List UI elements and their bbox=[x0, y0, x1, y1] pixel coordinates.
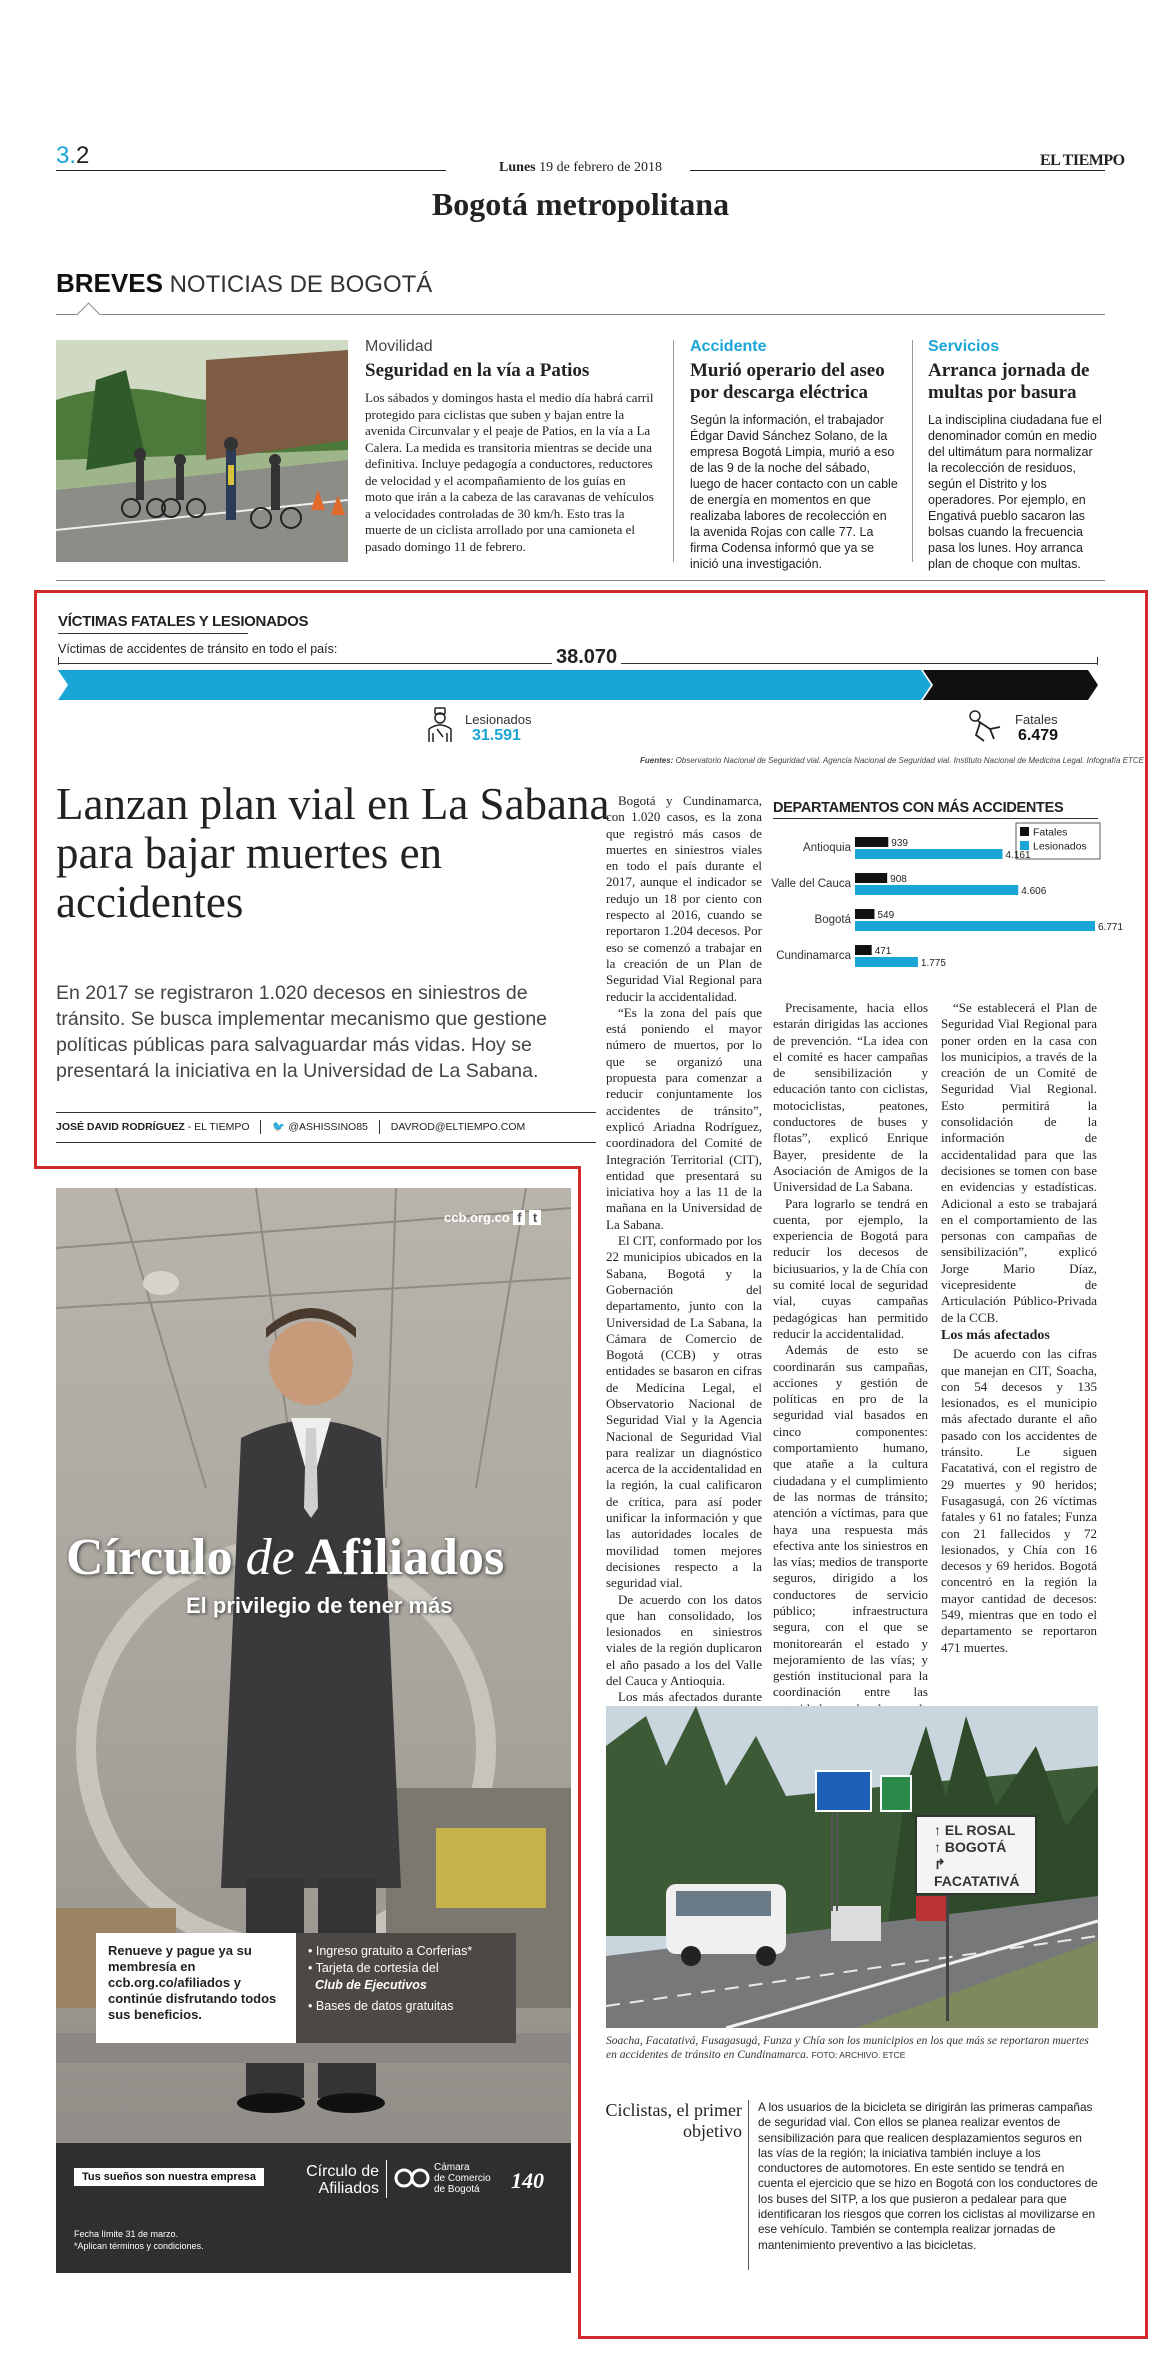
infographic-title-rule bbox=[58, 633, 248, 634]
fatal-label: Fatales bbox=[1015, 712, 1058, 727]
bar-lesionados bbox=[855, 885, 1018, 895]
data-label: 1.775 bbox=[920, 958, 946, 969]
bar-lesionados bbox=[855, 957, 918, 967]
bar-fatales bbox=[855, 837, 888, 847]
red-frame-left-lower bbox=[578, 1166, 581, 2338]
chart-title: DEPARTAMENTOS CON MÁS ACCIDENTES bbox=[773, 800, 1064, 816]
fatal-value: 6.479 bbox=[1018, 727, 1059, 744]
sidebar-body: A los usuarios de la bicicleta se dirigirán las primeras campañas de seguridad vial. Con ellos se planea realizar eventos de sensibilización para que realicen desplazamientos seguros en las vías de la región; la iniciativa también incluye a los conductores de automotores. En este sentido se tendrá en cuenta el ejercicio que se hizo en Bogotá con los conductores de los buses del SITP, a los que pusieron a pedalear para que identificaran los riesgos que corren los ciclistas al movilizarse en ese vehículo. También se contempla realizar jornadas de mantenimiento preventivo a las bicicletas. bbox=[758, 2100, 1098, 2252]
breve-title: Murió operario del aseo por descarga eléctrica bbox=[690, 360, 885, 403]
category-label: Cundinamarca bbox=[776, 950, 851, 962]
masthead: EL TIEMPO bbox=[1040, 152, 1125, 169]
data-label: 6.771 bbox=[1098, 922, 1124, 933]
data-label: 908 bbox=[890, 874, 907, 885]
bar-fatales bbox=[855, 945, 872, 955]
twitter-icon[interactable]: t bbox=[529, 1210, 541, 1225]
paragraph: Precisamente, hacia ellos estarán dirigidas las acciones de prevención. “La idea con el comité es hacer campañas de sensibilización y educación tanto con ciclistas, motociclistas, peatones, conductores de buses y flotas”, explicó Enrique Bayer, presidente de la Asociación de Amigos de la Universidad de La Sabana. bbox=[773, 1000, 928, 1195]
red-frame-top bbox=[34, 590, 1148, 593]
injured-person-icon bbox=[425, 707, 455, 743]
paragraph: “Se establecerá el Plan de Seguridad Vial Regional para poner orden en la casa con los municipios, a través de la creación de un Comité de Seguridad Vial Regional. Esto permitirá la consolidación de la información de accidentalidad para que las decisiones se tomen con base en evidencias y estadísticas. Adicional a esto se trabajará en el comportamiento de las personas con campañas de sensibilización”, explicó Jorge Mario Díaz, vicepresidente de Articulación Público-Privada de la CCB. bbox=[941, 1000, 1097, 1325]
bar-fatales bbox=[855, 909, 874, 919]
ad-site[interactable]: ccb.org.co f t bbox=[444, 1210, 541, 1225]
ad-bullet: • Bases de datos gratuitas bbox=[308, 1999, 454, 2013]
total-value: 38.070 bbox=[552, 646, 621, 669]
data-label: 4.606 bbox=[1021, 886, 1047, 897]
section-title: Bogotá metropolitana bbox=[431, 186, 730, 222]
byline-rule-top bbox=[56, 1112, 596, 1113]
breve-item bbox=[365, 338, 655, 555]
ad-tagline: Tus sueños son nuestra empresa bbox=[74, 2168, 264, 2186]
breve-body: Los sábados y domingos hasta el medio día habrá carril protegido para ciclistas que suben y bajan entre la avenida Circunvalar y el peaje de Patios, en la vía a La Calera. La medida es transitoria mientras se decide una definitiva. Incluye pedagogía a conductores, reductores de velocidad y el acompañamiento de los guías en moto que irán a la cabeza de las caravanas de vehículos a velocidades controladas de 30 km/h. Esto tras la muerte de un ciclista arrollado por una camioneta el pasado domingo 11 de febrero. bbox=[365, 390, 654, 554]
breve-body: Según la información, el trabajador Édgar David Sánchez Solano, de la empresa Bogotá Limpia, murió a eso de las 9 de la noche del sábado, luego de hacer contacto con un cable de energía en momentos en que realizaba labores de recolección en la avenida Rojas con calle 77. La firma Codensa informó que ya se inició una investigación. bbox=[690, 413, 898, 571]
chamber-logo-icon bbox=[394, 2166, 430, 2190]
category-label: Valle del Cauca bbox=[771, 878, 851, 890]
cyclists-photo bbox=[56, 340, 348, 562]
legend-swatch bbox=[1020, 841, 1029, 850]
road-photo bbox=[606, 1706, 1098, 2028]
breve-item bbox=[928, 338, 1103, 572]
sidebar-title: Ciclistas, el primer objetivo bbox=[605, 2100, 742, 2141]
paragraph: “Es la zona del país que está poniendo el mayor número de muertos, por lo que se organizó una propuesta para comenzar a reducir conjuntamente los accidentes de tránsito”, explicó Ariadna Rodríguez, coordinadora del Comité de Integración Territorial (CIT), entidad que presentará su iniciativa hoy a las 11 de la mañana en la Universidad de La Sabana. bbox=[606, 1004, 762, 1232]
breves-rule bbox=[56, 314, 1105, 315]
breve-kicker: Servicios bbox=[928, 338, 1000, 355]
red-frame-left-upper bbox=[34, 590, 37, 1168]
advertisement[interactable] bbox=[56, 1188, 571, 2273]
red-frame-right bbox=[1145, 590, 1148, 2339]
road-sign-text: ↑ EL ROSAL ↑ BOGOTÁ ↱ FACATATIVÁ bbox=[934, 1822, 1020, 1889]
paragraph: De acuerdo con los datos que han consolidado, los lesionados en siniestros viales de la región duplicaron el año pasado a los del Valle del Cauca y Antioquia. bbox=[606, 1591, 762, 1689]
page-number: 3.2 bbox=[56, 142, 90, 169]
ad-title: Círculo de Afiliados bbox=[66, 1529, 505, 1586]
breve-kicker: Movilidad bbox=[365, 338, 433, 355]
category-label: Antioquia bbox=[803, 842, 851, 854]
paragraph: Además de esto se coordinarán sus campañas, acciones y gestión de políticas en pro de la seguridad vial basados en cinco componentes: comportamiento humano, que atañe a la cultura ciudadana y el cumplimiento de las normas de tránsito; atención a víctimas, para que haya una respuesta más efectiva ante los siniestros en las vías; medios de transporte seguros, dirigido a los conductores de servicio público; infraestructura segura, con el que se monitorearán el estado y mejoramiento de las vías; y gestión institucional para la coordinación entre las bbox=[773, 1342, 928, 1700]
paragraph: De acuerdo con las cifras que manejan en CIT, Soacha, con 54 decesos y 135 lesionados, es el municipio más afectado durante el año pasado con los accidentes de tránsito. Le siguen Facatativá, con el registro de 29 muertes y 90 heridos; Fusagasugá, con 26 víctimas fatales y 61 no fatales; Funza con 21 fallecidos y 72 lesionados, y Chía con 16 decesos y 69 heridos. Bogotá concentró en la región la mayor cantidad de decesos: 549, mientras que en todo el departamento se reportaron 471 muertes. bbox=[941, 1346, 1097, 1655]
fatal-person-icon bbox=[966, 707, 1002, 743]
injured-label: Lesionados bbox=[465, 712, 532, 727]
injured-bar-segment bbox=[58, 670, 931, 700]
breve-title: Seguridad en la vía a Patios bbox=[365, 360, 590, 381]
article-column-2 bbox=[773, 1000, 928, 1733]
sidebar-rule bbox=[748, 2100, 749, 2270]
breve-divider bbox=[912, 340, 913, 562]
anniversary-badge: 140 bbox=[511, 2168, 544, 2193]
paragraph: Para lograrlo se tendrá en cuenta, por ejemplo, la experiencia de Bogotá para reducir los decesos de biciusuarios, y la de Chía con su comité local de seguridad vial, cuyas campañas pedagógicas han permitido reducir la accidentalidad. bbox=[773, 1195, 928, 1341]
subheading: Los más afectados bbox=[941, 1327, 1050, 1343]
ad-benefits-box bbox=[96, 1933, 516, 2043]
departments-bar-chart bbox=[760, 815, 1124, 985]
byline-author: JOSÉ DAVID RODRÍGUEZ bbox=[56, 1121, 185, 1133]
ad-logo-text: Círculo de Afiliados bbox=[306, 2163, 379, 2197]
article-deck: En 2017 se registraron 1.020 decesos en siniestros de tránsito. Se busca implementar mecanismo que gestione políticas públicas para salvaguardar más vidas. Hoy se presentará la iniciativa en la Universidad de La Sabana. bbox=[56, 982, 548, 1082]
twitter-icon: 🐦 bbox=[272, 1121, 286, 1133]
category-label: Bogotá bbox=[814, 914, 851, 926]
byline-rule-bottom bbox=[56, 1142, 596, 1143]
legend-swatch bbox=[1020, 827, 1029, 836]
ad-fine-print: Fecha límite 31 de marzo. *Aplican términos y condiciones. bbox=[74, 2229, 204, 2251]
red-frame-bottom bbox=[578, 2336, 1148, 2339]
byline-email[interactable]: DAVROD@ELTIEMPO.COM bbox=[390, 1121, 526, 1133]
breves-heading: BREVES NOTICIAS DE BOGOTÁ bbox=[56, 268, 433, 298]
ad-bullets bbox=[296, 1933, 516, 2043]
chamber-name: Cámara de Comercio de Bogotá bbox=[434, 2162, 491, 2195]
facebook-icon[interactable]: f bbox=[513, 1210, 525, 1225]
infographic-title: VÍCTIMAS FATALES Y LESIONADOS bbox=[58, 613, 309, 630]
legend-label: Fatales bbox=[1033, 826, 1068, 839]
legend-label: Lesionados bbox=[1033, 840, 1087, 853]
paragraph: Bogotá y Cundinamarca, con 1.020 casos, es la zona que registró más casos de muertes en siniestros viales en todo el país durante el 2017, aunque el indicador se redujo un 18 por ciento con respecto al 2016, cuando se reportaron 1.204 decesos. Por eso se comenzó a trabajar en la creación de un Plan de Seguridad Vial Regional para reducir la accidentalidad. bbox=[606, 793, 762, 1004]
breves-bottom-rule bbox=[56, 580, 1105, 581]
victims-bar bbox=[58, 670, 1100, 704]
byline: JOSÉ DAVID RODRÍGUEZ - EL TIEMPO 🐦 @ASHISSINO85 DAVROD@ELTIEMPO.COM bbox=[56, 1121, 526, 1133]
source-line: Fuentes: Observatorio Nacional de Seguridad vial. Agencia Nacional de Seguridad vial. Instituto Nacional de Medicina Legal. Infografía ETCE bbox=[640, 756, 1144, 765]
bar-lesionados bbox=[855, 921, 1095, 931]
ad-logo-divider bbox=[386, 2160, 387, 2198]
breve-kicker: Accidente bbox=[690, 338, 767, 355]
breve-title: Arranca jornada de multas por basura bbox=[928, 360, 1090, 403]
breve-divider bbox=[673, 340, 674, 562]
data-label: 471 bbox=[874, 946, 892, 957]
article-headline: Lanzan plan vial en La Sabana para bajar muertes en accidentes bbox=[56, 779, 610, 927]
breves-notch bbox=[76, 302, 100, 326]
photo-caption: Soacha, Facatativá, Fusagasugá, Funza y Chía son los municipios en los que más se reportaron muertes en accidentes de tránsito en Cundinamarca. FOTO: ARCHIVO. ETCE bbox=[606, 2035, 1089, 2061]
ad-subtitle: El privilegio de tener más bbox=[186, 1593, 453, 1618]
bar-fatales bbox=[855, 873, 887, 883]
data-label: 4.161 bbox=[1005, 850, 1031, 861]
total-tick-right bbox=[1097, 657, 1098, 665]
article-column-3 bbox=[941, 1000, 1097, 1656]
paragraph: El CIT, conformado por los 22 municipios ubicados en la Sabana, Bogotá y la Gobernación del departamento, junto con la Universidad de La Sabana, la Cámara de Comercio de Bogotá (CCB) y otras entidades se basaron en cifras de Medicina Legal, el Observatorio Nacional de Seguridad Vial y la Agencia Nacional de Seguridad Vial para realizar un diagnóstico acerca de la accidentalidad en la región, la cual calificaron de crítica, para así poder unificar la información y que las autoridades locales de movilidad tomen mejores decisiones respecto a la seguridad vial. bbox=[606, 1233, 762, 1591]
date-line: Lunes 19 de febrero de 2018 bbox=[499, 160, 662, 175]
red-frame-middle bbox=[34, 1166, 580, 1169]
breve-item bbox=[690, 338, 898, 572]
fatal-bar-segment bbox=[923, 670, 1098, 700]
data-label: 549 bbox=[877, 910, 895, 921]
byline-twitter[interactable]: @ASHISSINO85 bbox=[288, 1121, 368, 1133]
data-label: 939 bbox=[891, 838, 908, 849]
ad-renew-text: Renueve y pague ya su membresía en ccb.org.co/afiliados y continúe disfrutando todos sus beneficios. bbox=[96, 1933, 296, 2043]
infographic-subtitle: Víctimas de accidentes de tránsito en todo el país: bbox=[58, 642, 338, 656]
ad-bullet: • Ingreso gratuito a Corferias* bbox=[308, 1944, 473, 1958]
bar-lesionados bbox=[855, 849, 1002, 859]
total-tick-left bbox=[58, 657, 59, 665]
injured-value: 31.591 bbox=[472, 727, 521, 744]
paragraph: Los más afectados durante bbox=[618, 1689, 762, 1705]
ad-bullet: • Tarjeta de cortesía del Club de Ejecutivos bbox=[308, 1961, 439, 1992]
breve-body: La indisciplina ciudadana fue el denominador común en medio del ultimátum para normalizar la recolección de residuos, según el Distrito y los operadores. Por ejemplo, en Engativá pueblo sacaron las bolsas cuando la frecuencia pasa los lunes. Hoy arranca plan de choque con multas. bbox=[928, 413, 1102, 571]
